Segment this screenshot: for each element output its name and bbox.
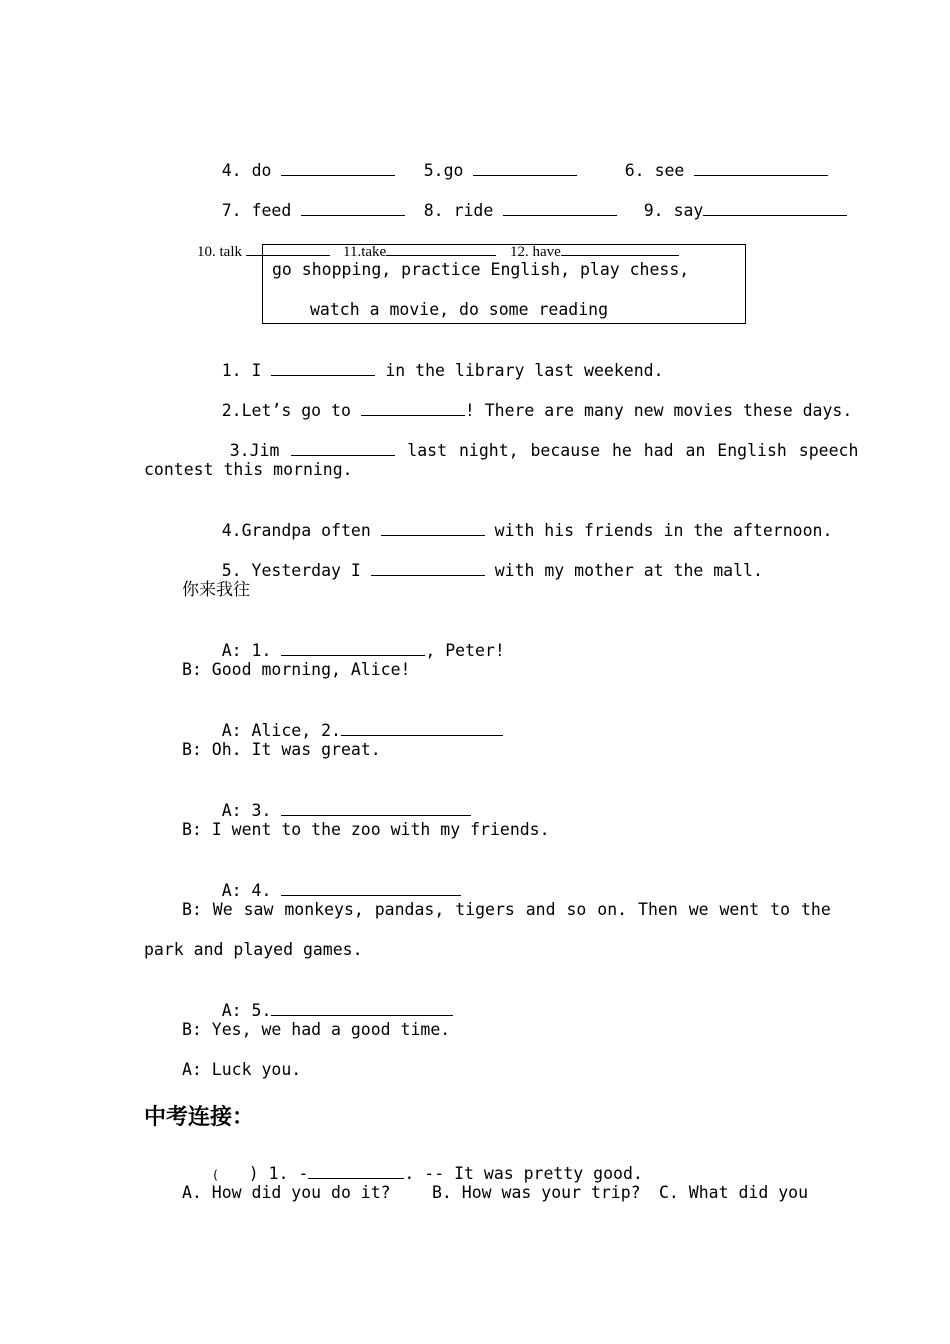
word-bank-line-2: watch a movie, do some reading xyxy=(310,300,609,319)
answer-blank[interactable] xyxy=(371,560,485,576)
dialogue-line-b3: B: I went to the zoo with my friends. xyxy=(182,820,550,839)
fill-in-question-2: 2.Let’s go to ! There are many new movies these days. xyxy=(221,401,853,420)
answer-blank[interactable] xyxy=(694,160,828,176)
dialogue-title: 你来我往 xyxy=(182,580,250,600)
dialogue-line-b4-continued: park and played games. xyxy=(144,940,363,959)
exam-question-1: ( ) 1. - . -- It was pretty good. xyxy=(211,1164,643,1183)
answer-blank[interactable] xyxy=(271,360,375,376)
vocab-item-8: 8. ride xyxy=(384,180,617,241)
answer-paren-open: ( xyxy=(211,1168,219,1182)
vocab-item-5: 5.go xyxy=(384,140,577,201)
vocab-item-11: 11.take xyxy=(328,222,496,282)
fill-in-question-4: 4.Grandpa often with his friends in the afternoon. xyxy=(221,521,833,540)
answer-paren-close: ) xyxy=(248,1164,259,1183)
answer-blank[interactable] xyxy=(281,800,471,816)
vocab-item-7: 7. feed xyxy=(182,180,405,241)
answer-blank[interactable] xyxy=(291,440,395,456)
answer-blank[interactable] xyxy=(281,640,425,656)
dialogue-line-a6: A: Luck you. xyxy=(182,1060,302,1079)
fill-in-question-5: 5. Yesterday I with my mother at the mall. xyxy=(221,561,763,580)
word-bank-line-1: go shopping, practice English, play chess, xyxy=(272,260,690,279)
exam-option-c[interactable]: C. What did you xyxy=(659,1183,809,1202)
vocab-item-12: 12. have xyxy=(495,222,679,282)
answer-blank[interactable] xyxy=(361,400,465,416)
fill-in-question-3-continued: contest this morning. xyxy=(144,460,353,479)
vocab-item-10: 10. talk xyxy=(182,222,330,282)
dialogue-line-a3: A: 3. xyxy=(182,780,471,841)
answer-blank[interactable] xyxy=(308,1163,404,1179)
answer-blank[interactable] xyxy=(473,160,577,176)
answer-blank[interactable] xyxy=(281,160,395,176)
dialogue-line-b4: B: We saw monkeys, pandas, tigers and so on. Then we went to the xyxy=(182,900,831,919)
answer-blank[interactable] xyxy=(503,200,617,216)
fill-in-question-3: 3.Jim last night, because he had an English speech xyxy=(229,441,859,460)
answer-blank[interactable] xyxy=(271,1000,453,1016)
dialogue-line-a1: A: 1. , Peter! xyxy=(221,641,505,660)
vocab-item-9: 9. say xyxy=(604,180,847,241)
dialogue-line-a2: A: Alice, 2. xyxy=(182,700,503,761)
dialogue-line-a4: A: 4. xyxy=(182,860,461,921)
dialogue-line-b2: B: Oh. It was great. xyxy=(182,740,381,759)
vocab-item-6: 6. see xyxy=(585,140,828,201)
dialogue-line-b5: B: Yes, we had a good time. xyxy=(182,1020,451,1039)
section-heading: 中考连接： xyxy=(144,1105,255,1130)
dialogue-line-b1: B: Good morning, Alice! xyxy=(182,660,411,679)
exam-option-b[interactable]: B. How was your trip? xyxy=(432,1183,641,1202)
answer-blank[interactable] xyxy=(703,200,847,216)
exam-option-a[interactable]: A. How did you do it? xyxy=(182,1183,391,1202)
answer-blank[interactable] xyxy=(341,720,503,736)
dialogue-line-a5: A: 5. xyxy=(182,980,453,1041)
answer-blank[interactable] xyxy=(281,880,461,896)
fill-in-question-1: 1. I in the library last weekend. xyxy=(221,361,664,380)
answer-blank[interactable] xyxy=(381,520,485,536)
vocab-item-4: 4. do xyxy=(182,140,395,201)
